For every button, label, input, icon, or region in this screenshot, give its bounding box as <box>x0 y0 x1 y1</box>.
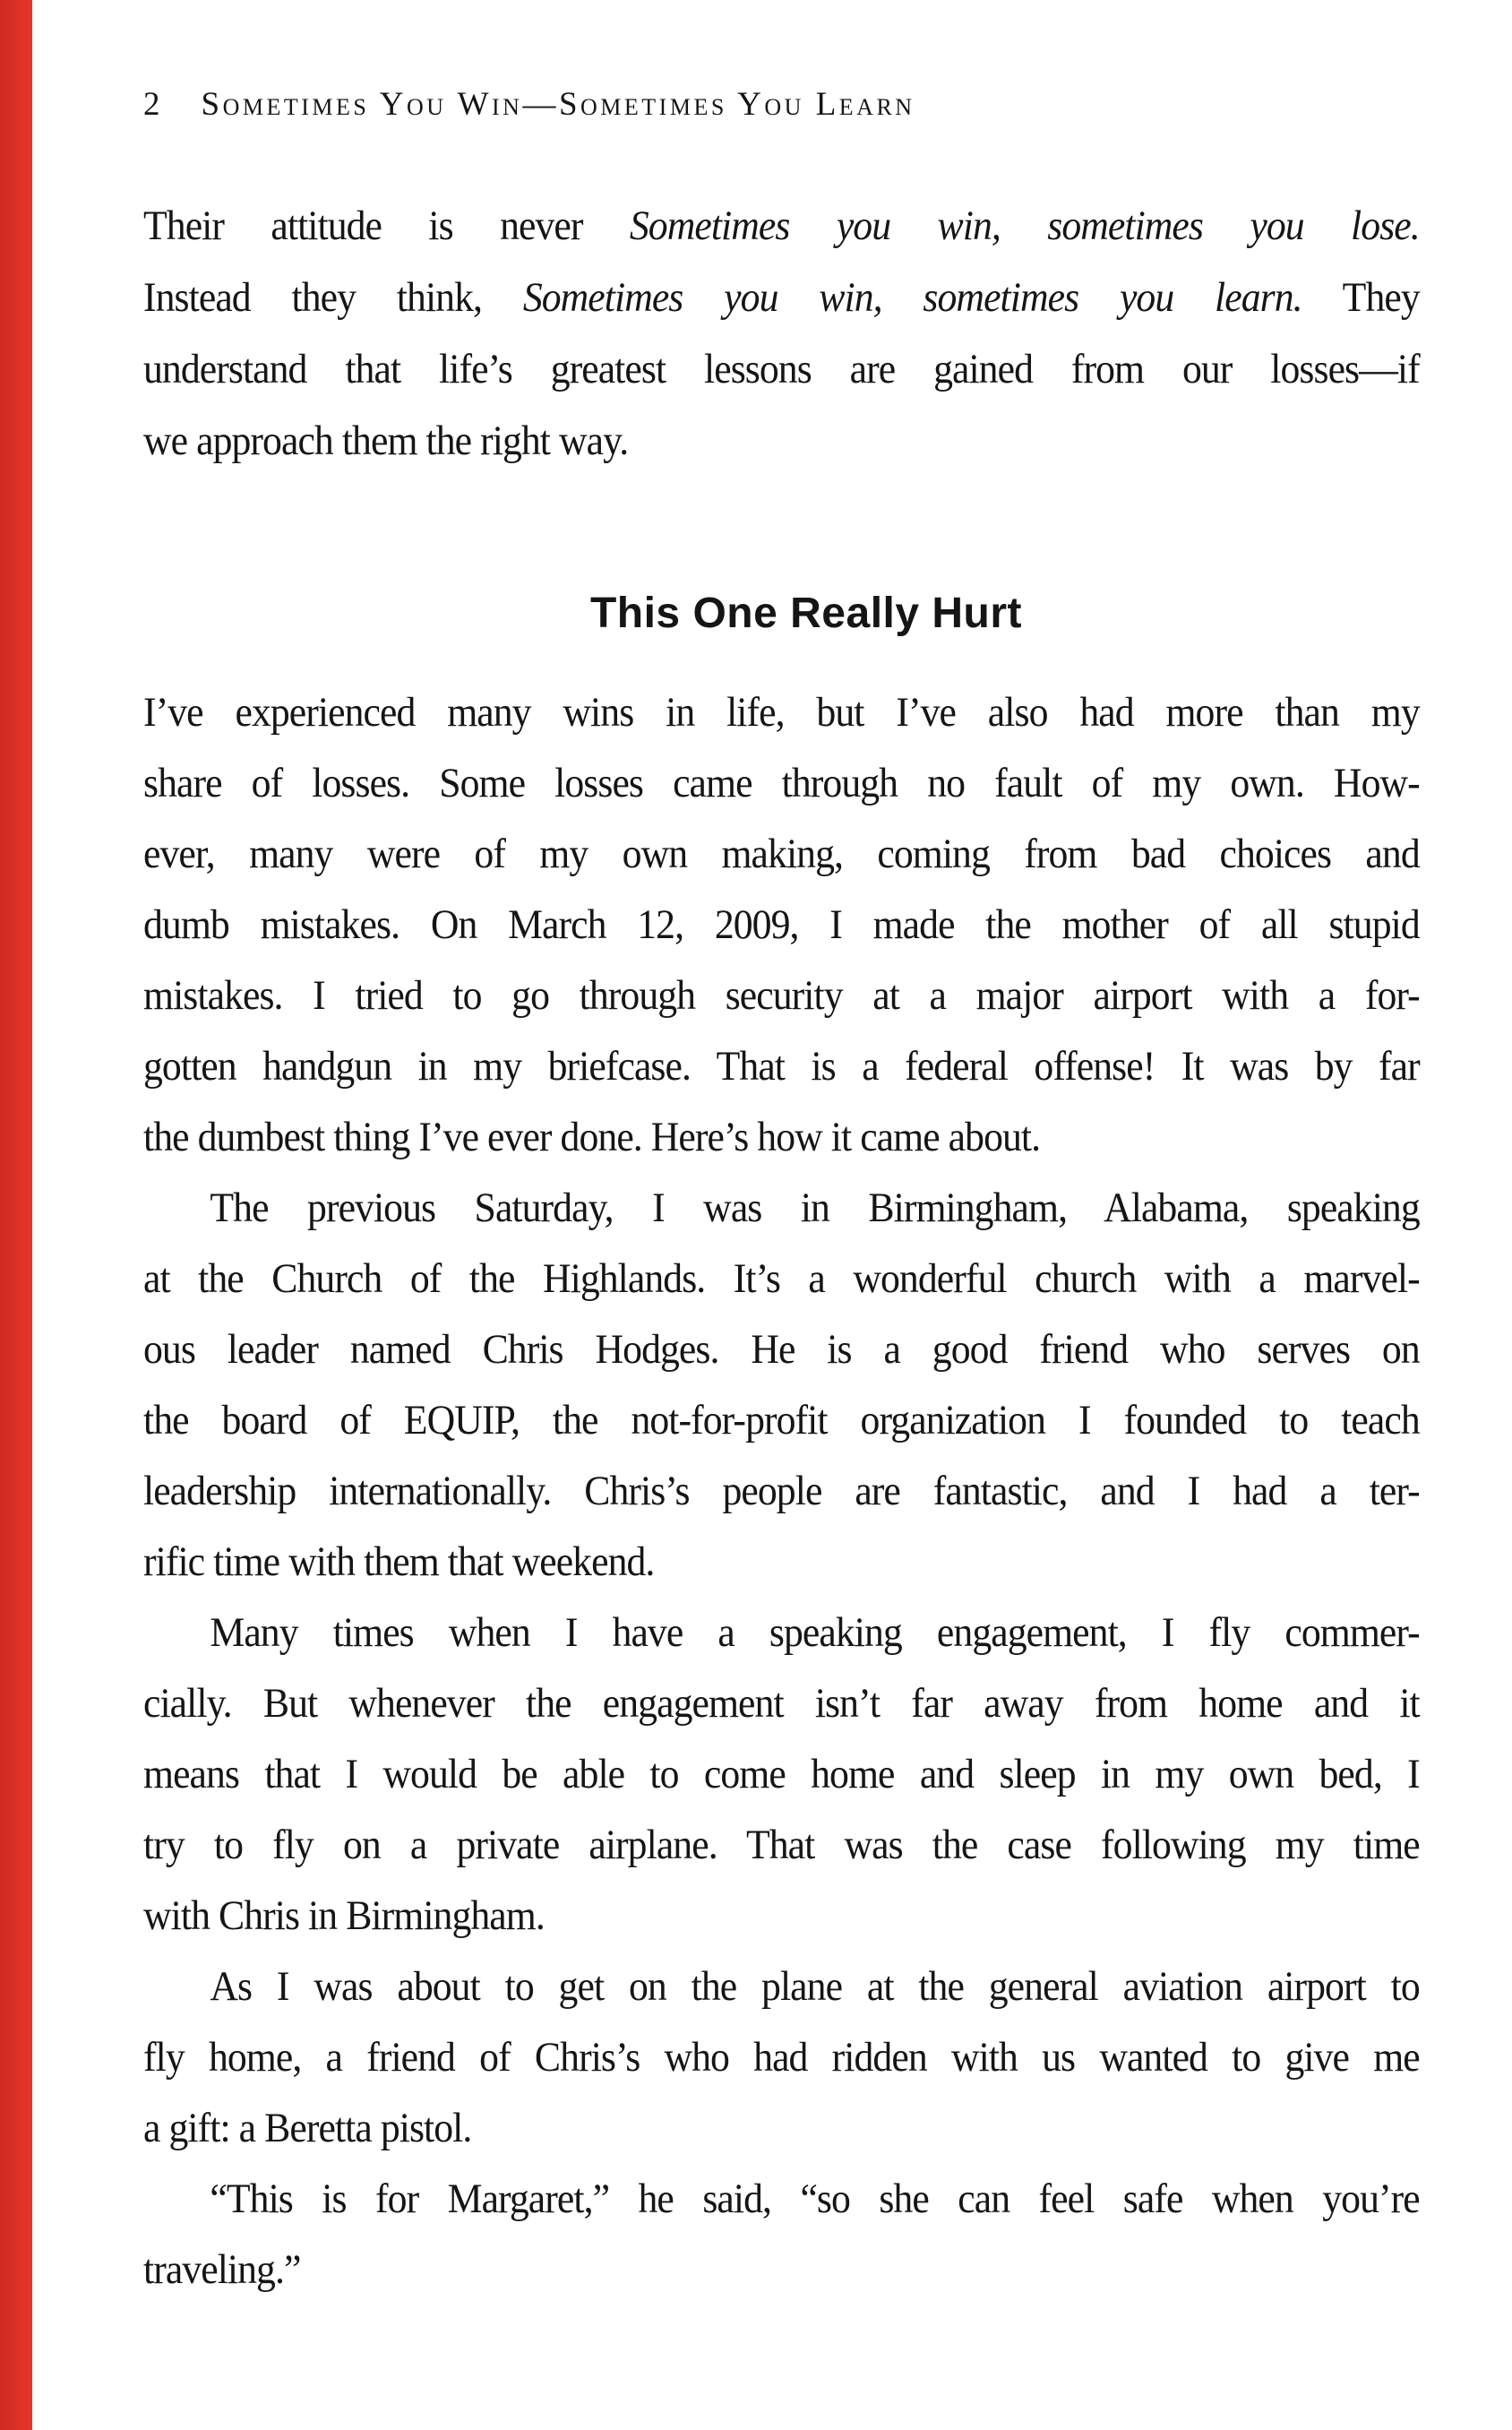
text-line: understand that life’s greatest lessons are gained from our losses—if <box>143 346 1420 392</box>
paragraph <box>143 1598 1420 1952</box>
text-line: the board of EQUIP, the not-for-profit organization I founded to teach <box>143 1397 1420 1443</box>
paragraph <box>143 2164 1420 2305</box>
paragraph <box>143 677 1420 1173</box>
page-edge-stripe <box>0 0 32 2430</box>
text-line: traveling.” <box>143 2246 301 2293</box>
text-line: ous leader named Chris Hodges. He is a good friend who serves on <box>143 1326 1420 1373</box>
text-line: fly home, a friend of Chris’s who had ridden with us wanted to give me <box>143 2034 1420 2081</box>
text-line: we approach them the right way. <box>143 418 629 464</box>
text-line: As I was about to get on the plane at the general aviation airport to <box>210 1963 1420 2010</box>
running-header <box>143 82 1420 127</box>
running-title: Sometimes You Win—Sometimes You Learn <box>201 86 915 123</box>
page-number: 2 <box>143 86 160 123</box>
page-content <box>143 0 1420 2305</box>
paragraph <box>143 1952 1420 2164</box>
text-line: with Chris in Birmingham. <box>143 1892 545 1939</box>
text-line: The previous Saturday, I was in Birmingham, Alabama, speaking <box>210 1185 1420 1231</box>
text-line: I’ve experienced many wins in life, but I’ve also had more than my <box>143 689 1420 736</box>
text-line: leadership internationally. Chris’s people are fantastic, and I had a ter- <box>143 1468 1420 1514</box>
text-line: ever, many were of my own making, coming from bad choices and <box>143 831 1420 877</box>
text-line: dumb mistakes. On March 12, 2009, I made the mother of all stupid <box>143 901 1420 948</box>
text-line: a gift: a Beretta pistol. <box>143 2105 472 2151</box>
text-line: “This is for Margaret,” he said, “so she can feel safe when you’re <box>210 2176 1420 2222</box>
text-line: try to fly on a private airplane. That was the case following my time <box>143 1822 1420 1868</box>
text-line: rific time with them that weekend. <box>143 1538 655 1585</box>
text-line: gotten handgun in my briefcase. That is a federal offense! It was by far <box>143 1043 1420 1090</box>
text-line: Instead they think, Sometimes you win, sometimes you learn. They <box>143 274 1420 321</box>
section-heading: This One Really Hurt <box>589 590 1023 637</box>
text-line: Many times when I have a speaking engagement, I fly commer- <box>210 1609 1420 1656</box>
body-paragraphs <box>143 677 1420 2305</box>
text-line: means that I would be able to come home and sleep in my own bed, I <box>143 1751 1420 1797</box>
text-line: Their attitude is never Sometimes you win, sometimes you lose. <box>143 202 1420 249</box>
text-line: at the Church of the Highlands. It’s a wonderful church with a marvel- <box>143 1255 1420 1302</box>
text-line: mistakes. I tried to go through security at a major airport with a for- <box>143 972 1420 1019</box>
intro-paragraph <box>143 190 1420 477</box>
text-line: the dumbest thing I’ve ever done. Here’s how it came about. <box>143 1114 1041 1160</box>
text-line: share of losses. Some losses came through no fault of my own. How- <box>143 760 1420 806</box>
paragraph <box>143 1173 1420 1598</box>
text-line: cially. But whenever the engagement isn’t far away from home and it <box>143 1680 1420 1727</box>
